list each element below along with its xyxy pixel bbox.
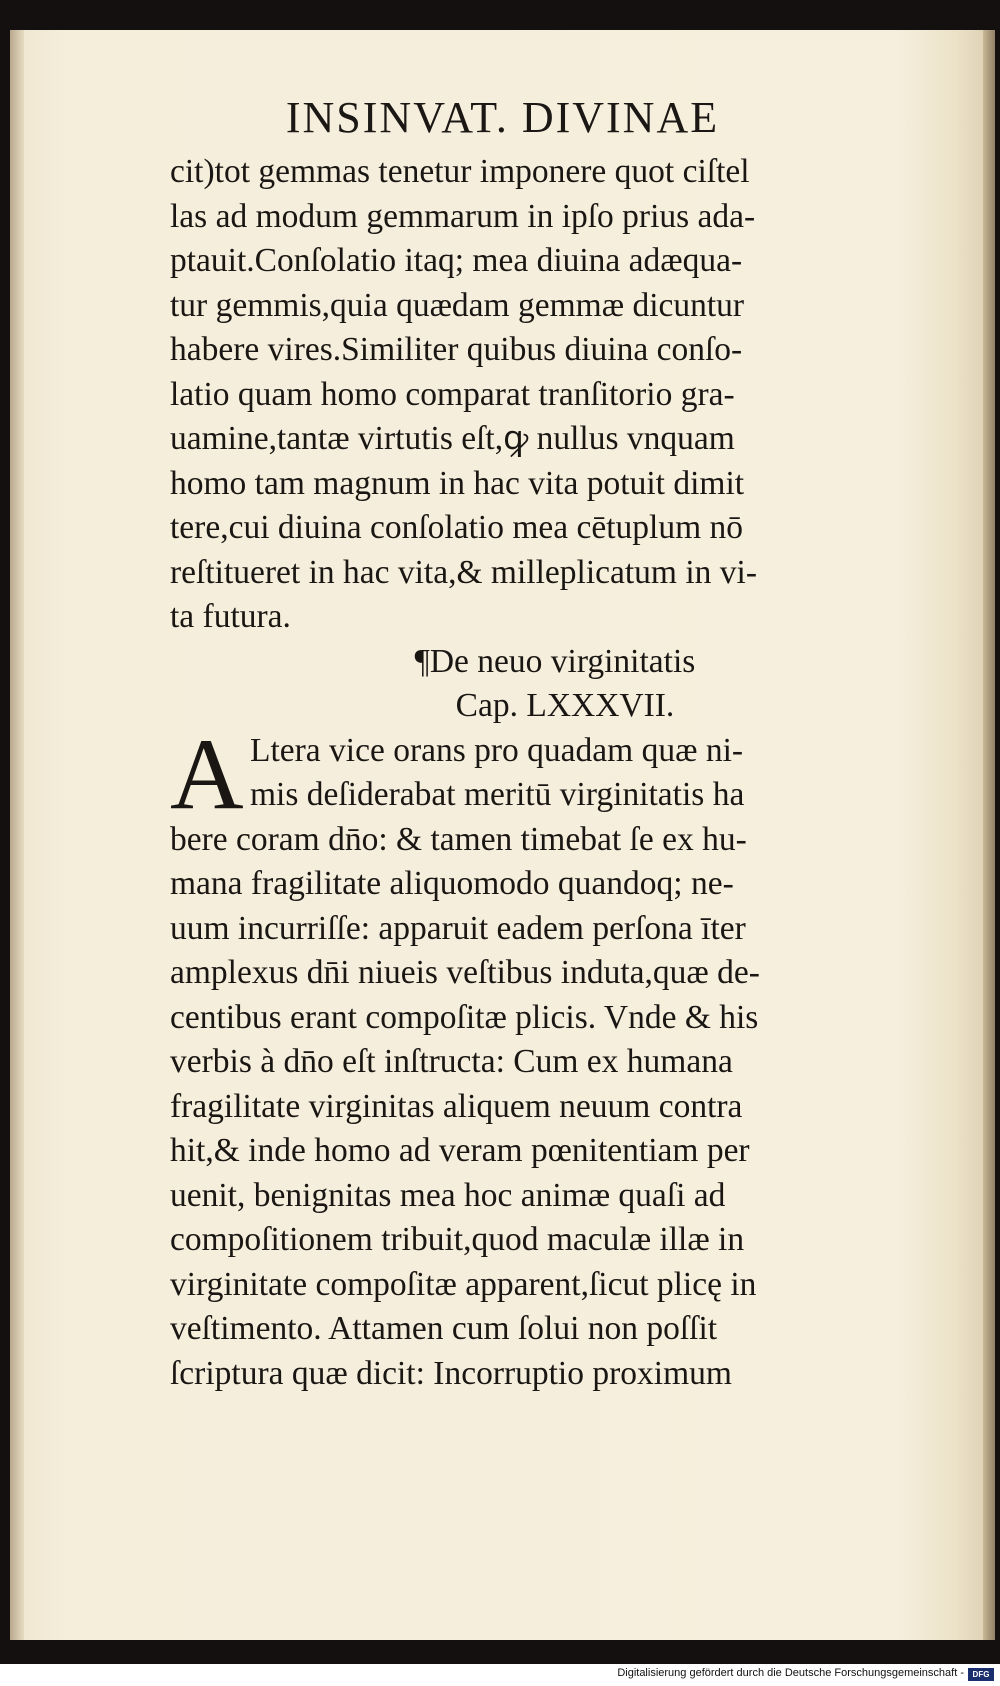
- text-line: cit)tot gemmas tenetur imponere quot ciſtel: [170, 153, 750, 190]
- text-line: habere vires.Similiter quibus diuina conſo-: [170, 331, 743, 368]
- text-line: reſtitueret in hac vita,& milleplicatum in vi-: [170, 553, 758, 591]
- text-line: centibus erant compoſitæ plicis. Vnde & his: [170, 998, 759, 1036]
- text-line: virginitate compoſitæ apparent,ſicut plicę in: [170, 1265, 757, 1303]
- text-line: tere,cui diuina conſolatio mea cētuplum nō: [170, 509, 744, 546]
- text-line: veſtimento. Attamen cum ſolui non poſſit: [170, 1310, 718, 1347]
- dfg-logo: DFG: [968, 1668, 994, 1681]
- text-line: uenit, benignitas mea hoc animæ quaſi ad: [170, 1176, 726, 1214]
- text-line: uum incurriſſe: apparuit eadem perſona īter: [170, 909, 746, 947]
- chapter-title: ¶De neuo virginitatis: [414, 642, 696, 680]
- text-line: ptauit.Conſolatio itaq; mea diuina adæqua-: [170, 242, 743, 279]
- text-line: uamine,tantæ virtutis eſt,ꝙ nullus vnquam: [170, 420, 735, 457]
- text-line: tur gemmis,quia quædam gemmæ dicuntur: [170, 286, 745, 324]
- digitization-footer: [0, 1664, 1000, 1686]
- text-line: fragilitate virginitas aliquem neuum contra: [170, 1087, 743, 1125]
- text-line: Ltera vice orans pro quadam quæ ni-: [250, 731, 744, 769]
- text-line: amplexus dn̄i niueis veſtibus induta,quæ de-: [170, 954, 760, 991]
- text-line: ta futura.: [170, 598, 291, 635]
- text-line: latio quam homo comparat tranſitorio gra-: [170, 375, 735, 413]
- book-page: [10, 30, 995, 1640]
- footer-credit: Digitalisierung gefördert durch die Deutsche Forschungsgemeinschaft -: [617, 1667, 964, 1679]
- chapter-number: Cap. LXXXVII.: [455, 687, 675, 724]
- text-line: mis deſiderabat meritū virginitatis ha: [250, 776, 745, 813]
- text-line: ſcriptura quæ dicit: Incorruptio proximum: [170, 1354, 732, 1392]
- text-line: hit,& inde homo ad veram pœnitentiam per: [170, 1132, 750, 1169]
- text-line: bere coram dn̄o: & tamen timebat ſe ex hu-: [170, 820, 747, 858]
- text-line: verbis à dn̄o eſt inſtructa: Cum ex humana: [170, 1043, 733, 1080]
- running-header: INSINVAT. DIVINAE: [285, 93, 720, 142]
- paragraph-1: [170, 150, 900, 640]
- page-edge: [983, 30, 995, 1640]
- drop-cap-initial: A: [170, 717, 244, 831]
- text-line: mana fragilitate aliquomodo quandoq; ne-: [170, 865, 734, 902]
- text-line: compoſitionem tribuit,quod maculæ illæ in: [170, 1221, 745, 1258]
- paragraph-2: [170, 717, 900, 1397]
- text-line: las ad modum gemmarum in ipſo prius ada-: [170, 197, 756, 235]
- page-gutter: [10, 30, 24, 1640]
- text-block: [170, 150, 900, 1396]
- text-line: homo tam magnum in hac vita potuit dimit: [170, 464, 745, 502]
